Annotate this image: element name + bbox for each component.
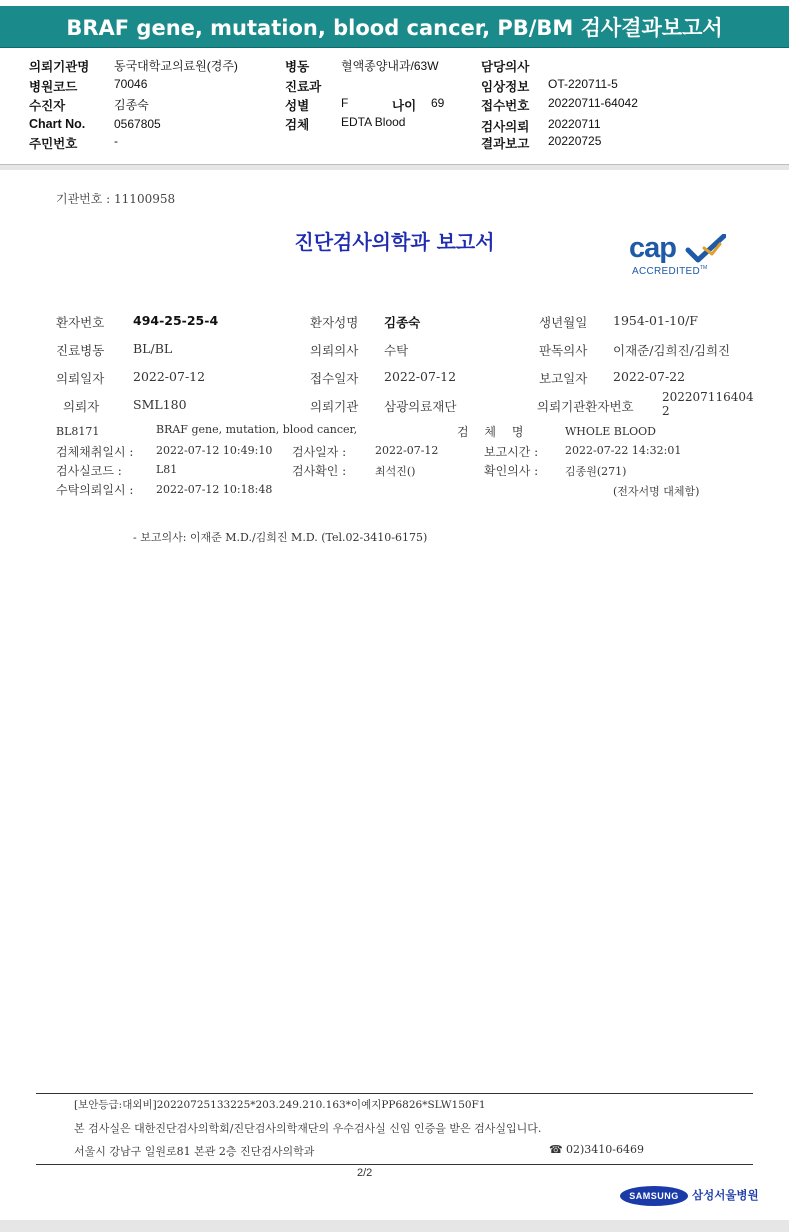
detail-value: L81 — [156, 463, 178, 476]
header-separator — [0, 164, 789, 170]
e-signature-note: (전자서명 대체함) — [613, 485, 700, 498]
age-label: 나이 — [392, 99, 417, 113]
detail-label: 보고시간 : — [484, 445, 539, 459]
detail-label: 검체채취일시 : — [56, 445, 134, 459]
birth-date: 1954-01-10/F — [613, 313, 698, 328]
header-value: F — [341, 96, 349, 110]
detail-label: 수탁의뢰일시 : — [56, 483, 134, 497]
detail-value: 2022-07-12 — [375, 444, 439, 457]
grid-label: 의뢰자 — [63, 399, 100, 414]
header-label: 수진자 — [29, 99, 66, 113]
reporting-doctor: - 보고의사: 이재준 M.D./김희진 M.D. (Tel.02-3410-6175) — [133, 531, 428, 544]
grid-value: 2022-07-12 — [384, 369, 457, 384]
header-label: 결과보고 — [481, 137, 530, 151]
header-value: - — [114, 134, 118, 148]
header-label: Chart No. — [29, 117, 86, 131]
header-value: 20220725 — [548, 134, 602, 148]
cap-trademark: TM — [700, 265, 708, 271]
grid-value: SML180 — [133, 397, 187, 412]
page-number: 2/2 — [357, 1167, 373, 1179]
detail-value: 2022-07-22 14:32:01 — [565, 444, 682, 457]
report-heading: 진단검사의학과 보고서 — [294, 230, 495, 254]
header-value: OT-220711-5 — [548, 77, 618, 91]
age-value: 69 — [431, 96, 445, 110]
header-label: 성별 — [285, 99, 310, 113]
header-label: 검체 — [285, 118, 310, 132]
bottom-strip — [0, 1220, 789, 1232]
header-value: 혈액종양내과/63W — [341, 59, 439, 73]
header-label: 병원코드 — [29, 80, 78, 94]
header-label: 병동 — [285, 60, 310, 74]
header-label: 접수번호 — [481, 99, 530, 113]
header-label: 진료과 — [285, 80, 322, 94]
samsung-logo — [620, 1186, 688, 1206]
grid-value: 202207116404 — [662, 390, 754, 404]
detail-value: 2022-07-12 10:49:10 — [156, 444, 273, 457]
footer-bottom-line — [36, 1164, 753, 1165]
header-label: 임상정보 — [481, 80, 530, 94]
cap-logo-text: cap — [629, 232, 676, 264]
header-label: 의뢰기관명 — [29, 60, 90, 74]
test-code: BL8171 — [56, 425, 100, 438]
specimen-label: 검 체 명 — [457, 425, 530, 439]
grid-value: 2022-07-12 — [133, 369, 206, 384]
cap-accredited-label: ACCREDITED — [632, 266, 701, 277]
cap-accredited-logo — [626, 232, 730, 282]
grid-value-cont: 2 — [662, 404, 670, 418]
grid-label: 의뢰기관 — [310, 399, 359, 414]
detail-label: 검사실코드 : — [56, 464, 122, 478]
header-value: 70046 — [114, 77, 148, 91]
address-line: 서울시 강남구 일원로81 본관 2층 진단검사의학과 — [74, 1145, 315, 1158]
security-line: [보안등급:대외비]20220725133225*203.249.210.163*이예지PP6826*SLW150F1 — [74, 1099, 486, 1111]
grid-value: BL/BL — [133, 341, 173, 356]
header-value: 김종숙 — [114, 98, 149, 112]
detail-label: 검사확인 : — [292, 464, 347, 478]
grid-value: 2022-07-22 — [613, 369, 686, 384]
grid-label: 환자성명 — [310, 315, 359, 330]
grid-value: 이재준/김희진/김희진 — [613, 343, 731, 358]
detail-value: 최석진() — [375, 465, 416, 478]
grid-label: 보고일자 — [539, 371, 588, 386]
footer-top-line — [36, 1093, 753, 1094]
institution-number: 기관번호 : 11100958 — [56, 192, 176, 206]
patient-name: 김종숙 — [384, 315, 421, 330]
grid-label: 의뢰기관환자번호 — [537, 399, 634, 414]
header-label: 주민번호 — [29, 137, 78, 151]
samsung-logo-text: SAMSUNG — [629, 1191, 679, 1201]
specimen-value: WHOLE BLOOD — [565, 425, 656, 438]
header-value: EDTA Blood — [341, 115, 406, 129]
grid-label: 생년월일 — [539, 315, 588, 330]
grid-label: 판독의사 — [539, 343, 588, 358]
header-value: 20220711-64042 — [548, 96, 638, 110]
header-value: 동국대학교의료원(경주) — [114, 59, 238, 73]
header-value: 20220711 — [548, 117, 601, 131]
certification-line: 본 검사실은 대한진단검사의학회/진단검사의학재단의 우수검사실 신임 인증을 받은 검사실입니다. — [74, 1122, 542, 1135]
grid-label: 진료병동 — [56, 343, 105, 358]
header-label: 검사의뢰 — [481, 120, 530, 134]
grid-label: 접수일자 — [310, 371, 359, 386]
detail-value: 김종원(271) — [565, 465, 627, 478]
detail-label: 검사일자 : — [292, 445, 347, 459]
header-label: 담당의사 — [481, 60, 530, 74]
detail-label: 확인의사 : — [484, 464, 539, 478]
grid-label: 의뢰일자 — [56, 371, 105, 386]
checkmark-icon — [684, 234, 726, 264]
test-name: BRAF gene, mutation, blood cancer, — [156, 423, 358, 436]
report-title-bar — [0, 6, 789, 48]
hospital-name: 삼성서울병원 — [692, 1188, 759, 1202]
report-title: BRAF gene, mutation, blood cancer, PB/BM 검사결과보고서 — [66, 15, 723, 40]
patient-number: 494-25-25-4 — [133, 313, 219, 328]
header-value: 0567805 — [114, 117, 161, 131]
grid-value: 삼광의료재단 — [384, 399, 457, 414]
grid-label: 의뢰의사 — [310, 343, 359, 358]
grid-value: 수탁 — [384, 343, 409, 358]
phone-icon: ☎ — [549, 1143, 563, 1156]
grid-label: 환자번호 — [56, 315, 105, 330]
phone-number: 02)3410-6469 — [566, 1143, 644, 1156]
detail-value: 2022-07-12 10:18:48 — [156, 483, 273, 496]
